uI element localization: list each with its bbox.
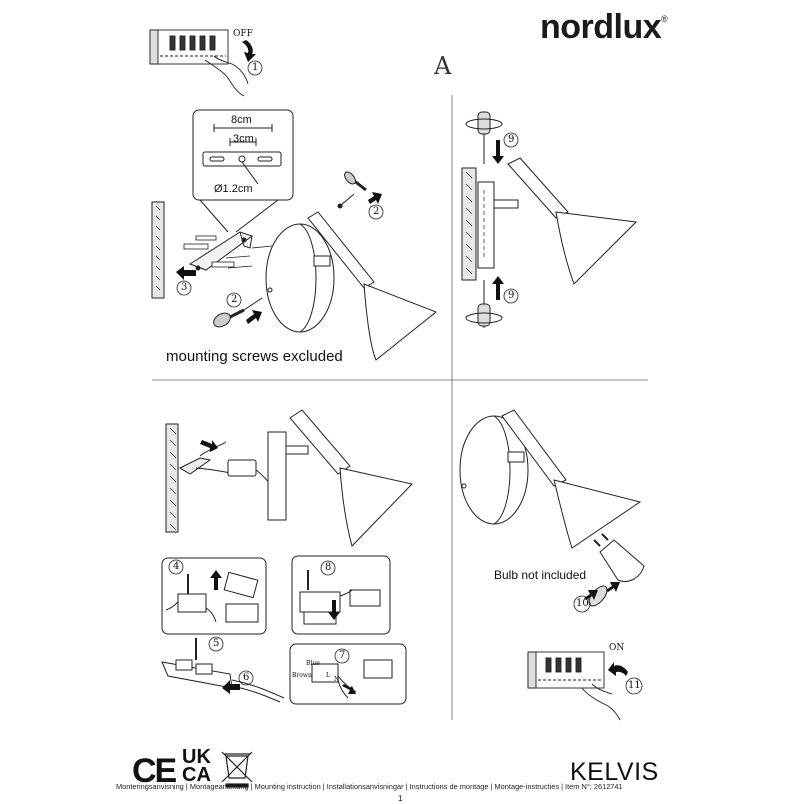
wire-label-n: N: [334, 676, 340, 683]
dimension-inner: 3cm: [233, 133, 254, 145]
wall-lamp-finished: [460, 410, 640, 548]
arrow-icon: [242, 40, 256, 62]
bracket-dimension-callout: [193, 110, 293, 232]
dimension-outer: 8cm: [231, 114, 252, 126]
wiring-overview: [166, 410, 412, 546]
terminal-block-step8: [292, 556, 390, 634]
ukca-mark: [182, 748, 211, 784]
step-number: 5: [213, 638, 220, 649]
step-number: 10: [576, 598, 589, 609]
screwdriver-icon: [466, 304, 502, 326]
ukca-bottom: CA: [182, 764, 211, 786]
bulb-note: Bulb not included: [494, 568, 587, 582]
step-number: 6: [243, 672, 250, 683]
bulb-icon: [594, 534, 644, 581]
step-number: 9: [508, 134, 515, 145]
wire-label-blue: Blue: [306, 660, 320, 667]
mounting-screws-note: mounting screws excluded: [166, 348, 343, 365]
arrow-icon: [246, 310, 262, 324]
step-number: 2: [231, 294, 238, 305]
step-number: 1: [252, 62, 259, 73]
step-circles: [169, 61, 642, 694]
ce-mark: CE: [132, 752, 176, 790]
wall-lamp-side-view: [462, 112, 636, 328]
arrow-icon: [176, 266, 196, 280]
switch-on-label: ON: [609, 643, 625, 653]
arrow-icon: [608, 662, 628, 676]
step-number: 2: [373, 206, 380, 217]
step-number: 7: [339, 650, 346, 661]
switch-off-label: OFF: [233, 29, 253, 39]
arrow-icon: [210, 570, 222, 590]
wall-lamp-step2: [266, 212, 436, 360]
section-letter: A: [434, 52, 452, 80]
breaker-panel-on: [528, 652, 620, 720]
wire-label-brown: Brown: [292, 672, 312, 679]
step-number: 9: [508, 290, 515, 301]
terminal-block-step5: [162, 638, 284, 702]
screwdriver-icon: [338, 170, 366, 208]
brand-name: nordlux: [540, 8, 662, 46]
screwdriver-icon: [466, 112, 502, 134]
page-number: 1: [398, 794, 403, 803]
step-number: 8: [325, 562, 332, 573]
ukca-top: UK: [182, 746, 211, 768]
arrow-icon: [368, 192, 382, 204]
step-number: 11: [628, 680, 641, 691]
arrow-icon: [342, 684, 356, 694]
step-number: 4: [173, 561, 180, 572]
breaker-panel-off: [150, 30, 248, 96]
dimension-hole: Ø1.2cm: [214, 183, 253, 195]
wall-mounting-bracket: [152, 202, 272, 298]
step-number: 3: [181, 282, 188, 293]
footer-languages: Monteringsanvisning | Montageanleitung | Mounting instruction | Installationsanvisningar | Instructions de montage | Montage-instructies | Item N°: 2612741: [116, 782, 623, 791]
trademark-mark: ®: [661, 14, 668, 24]
wire-label-l: L: [326, 672, 330, 679]
product-name: KELVIS: [570, 758, 659, 786]
